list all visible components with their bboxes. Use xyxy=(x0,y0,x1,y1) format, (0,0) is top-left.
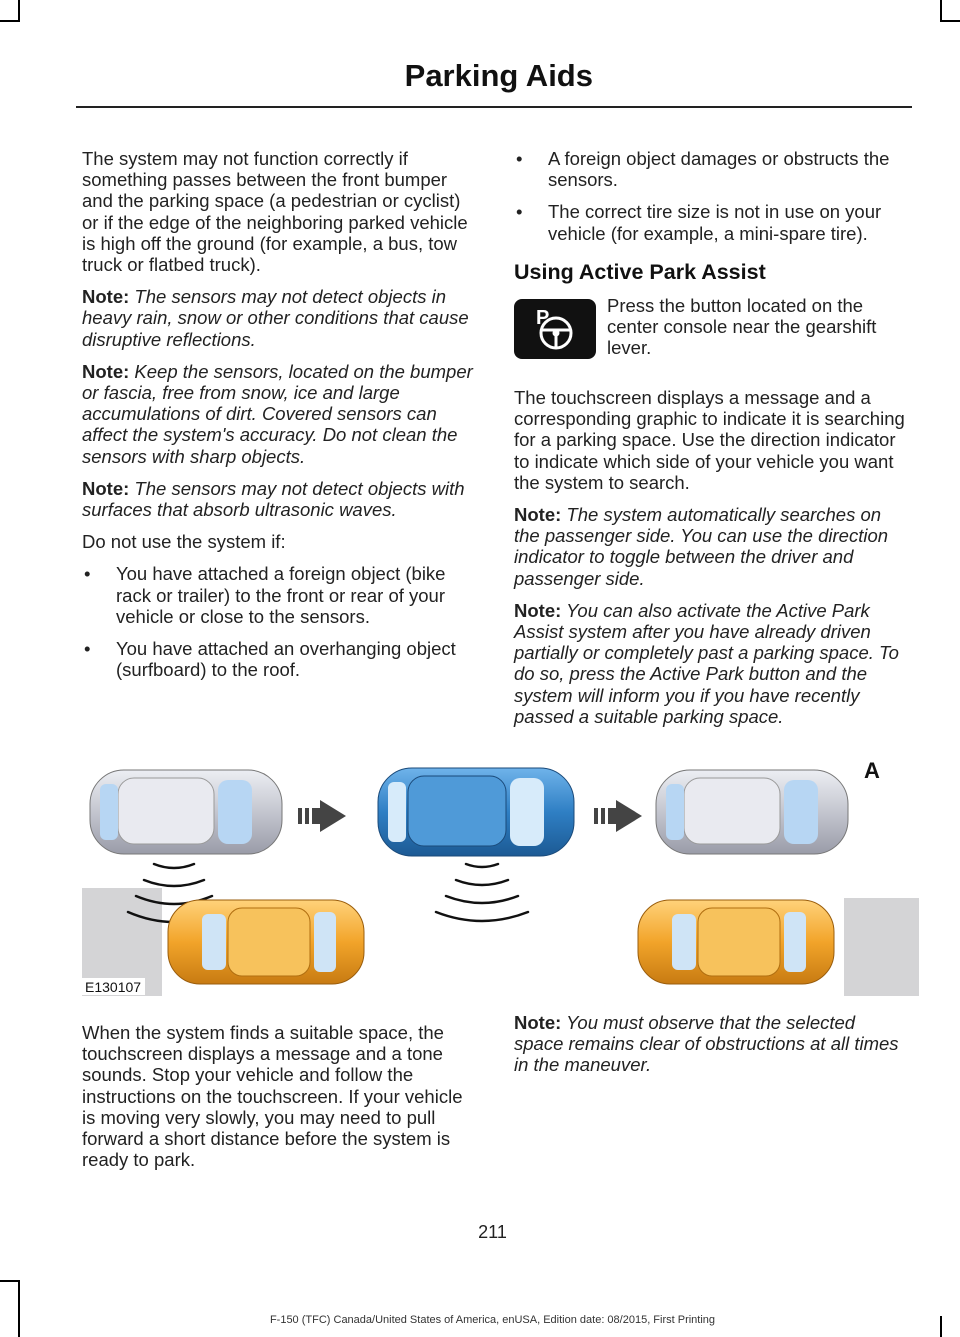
note-text: Keep the sensors, located on the bumper or fascia, free from snow, ice and large accumulations of dirt. Covered sensors can affect the system's accuracy. Do not clean the sensors with sharp objects. xyxy=(82,360,473,467)
list-item-text: You have attached a foreign object (bike rack or trailer) to the front or rear of your vehicle or close to the sensors. xyxy=(116,563,446,627)
do-not-use-list xyxy=(82,563,474,680)
header-rule xyxy=(76,106,912,108)
right-column xyxy=(514,148,908,738)
note-observe-space xyxy=(514,1012,906,1076)
bullet-glyph: • xyxy=(516,201,523,223)
parked-car-orange-right xyxy=(638,900,834,984)
left-column xyxy=(82,148,474,691)
note-label: Note: xyxy=(82,286,130,308)
note-label: Note: xyxy=(82,360,130,382)
note-label: Note: xyxy=(514,599,562,621)
active-park-assist-icon xyxy=(514,299,596,359)
bullet-glyph: • xyxy=(84,638,91,660)
section-heading: Using Active Park Assist xyxy=(514,259,766,284)
list-item xyxy=(514,201,908,243)
active-car-blue xyxy=(378,768,574,856)
left-column-bottom xyxy=(82,1022,476,1181)
bullet-glyph: • xyxy=(516,148,523,169)
note-label: Note: xyxy=(82,477,130,499)
figure-id: E130107 xyxy=(82,978,145,995)
bullet-glyph: • xyxy=(84,563,91,585)
right-column-bottom xyxy=(514,1012,906,1087)
page-header xyxy=(0,58,593,94)
crop-mark xyxy=(0,1280,20,1282)
list-item-text: You have attached an overhanging object (surfboard) to the roof. xyxy=(116,638,456,681)
list-item-text: A foreign object damages or obstructs the sensors. xyxy=(548,148,890,191)
parking-illustration xyxy=(82,748,919,996)
parked-car-right xyxy=(656,770,848,854)
active-park-button-row xyxy=(514,295,908,375)
parked-car-orange-left xyxy=(168,900,364,984)
note-ultrasonic xyxy=(82,478,474,520)
found-space-paragraph: When the system finds a suitable space, the touchscreen displays a message and a tone sounds. Stop your vehicle and follow the instructions on the touchscreen. If your vehicle is moving very slowly, you may need to pull forward a short distance before the system is ready to park. xyxy=(82,1022,463,1171)
crop-mark xyxy=(940,20,960,22)
section-title: Parking Aids xyxy=(404,58,593,93)
note-text: The sensors may not detect objects with surfaces that absorb ultrasonic waves. xyxy=(82,477,465,521)
note-text: The system automatically searches on the passenger side. You can use the direction indicator to toggle between the driver and passenger side. xyxy=(514,504,889,589)
do-not-use-list-continued xyxy=(514,148,908,244)
crop-mark xyxy=(18,0,20,22)
button-instruction: Press the button located on the center console near the gearshift lever. xyxy=(607,295,877,359)
crop-mark xyxy=(18,1280,20,1337)
note-passenger-side xyxy=(514,504,908,589)
icon-letter: P xyxy=(536,307,550,330)
list-item xyxy=(82,563,474,627)
list-item-text: The correct tire size is not in use on your vehicle (for example, a mini-spare tire). xyxy=(548,201,882,244)
page-number: 211 xyxy=(478,1222,507,1242)
list-item xyxy=(514,148,908,190)
note-text: You must observe that the selected space remains clear of obstructions at all times in the maneuver. xyxy=(514,1012,899,1076)
note-text: The sensors may not detect objects in heavy rain, snow or other conditions that cause disruptive reflections. xyxy=(82,286,469,350)
figure-callout-letter: A xyxy=(864,758,880,783)
note-label: Note: xyxy=(514,1012,562,1033)
list-item xyxy=(82,638,474,680)
note-sensors-weather xyxy=(82,286,474,350)
note-activate-after xyxy=(514,600,908,727)
note-text: You can also activate the Active Park Assist system after you have already driven partially or completely past a parking space. To do so, press the Active Park button and the system will inform you if you have recently passed a suitable parking space. xyxy=(514,599,899,727)
intro-paragraph: The system may not function correctly if something passes between the front bumper and the parking space (a pedestrian or cyclist) or if the edge of the neighboring parked vehicle is high off the ground (for example, a bus, tow truck or flatbed truck). xyxy=(82,148,468,276)
parking-diagram xyxy=(82,748,919,996)
do-not-use-intro: Do not use the system if: xyxy=(82,531,286,553)
note-sensor-cleaning xyxy=(82,361,474,467)
page-footer: F-150 (TFC) Canada/United States of America, enUSA, Edition date: 08/2015, First Printing xyxy=(269,1314,716,1326)
note-label: Note: xyxy=(514,504,562,526)
crop-mark xyxy=(0,20,20,22)
search-paragraph: The touchscreen displays a message and a corresponding graphic to indicate it is searching for a parking space. Use the direction indicator to indicate which side of your vehicle you want the system to search. xyxy=(514,387,905,493)
parked-car-left xyxy=(90,770,282,854)
curb-right xyxy=(844,898,919,996)
crop-mark xyxy=(940,0,942,22)
